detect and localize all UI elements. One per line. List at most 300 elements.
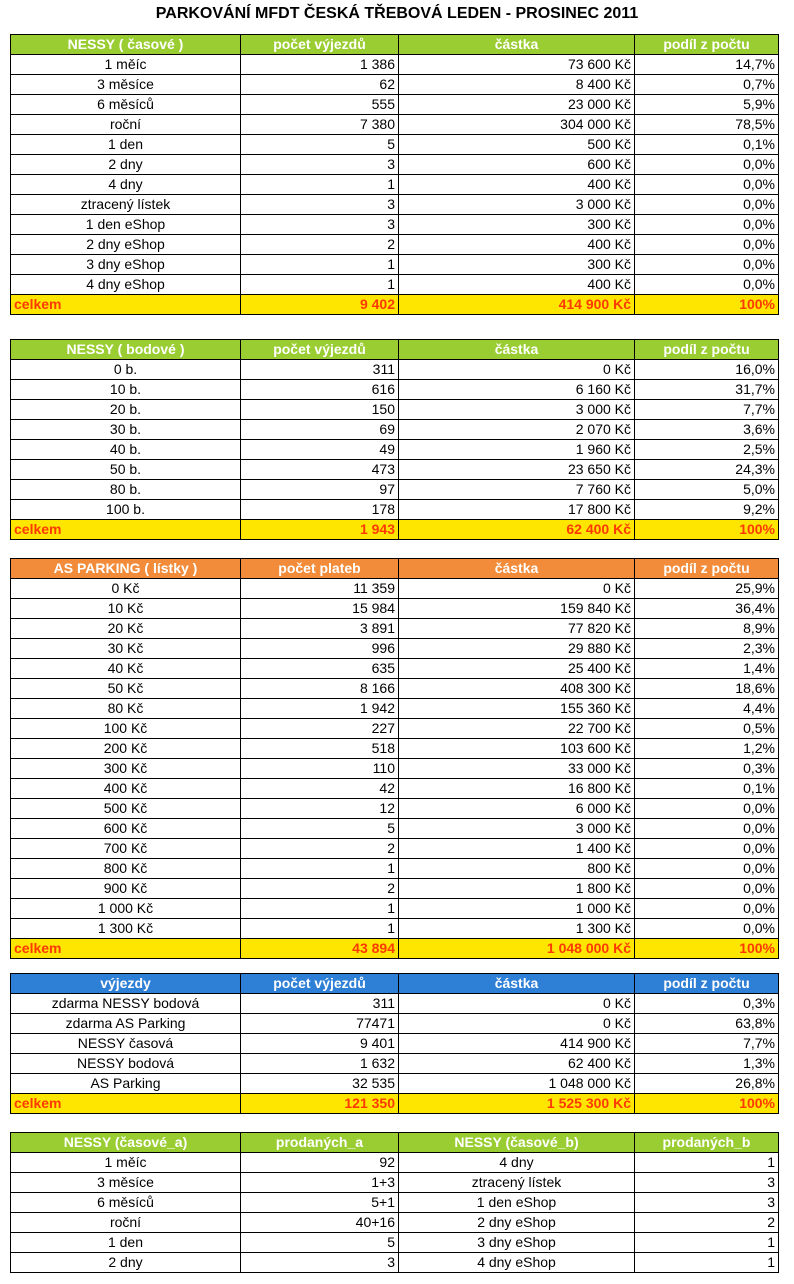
table-cell: 0,3% bbox=[635, 759, 779, 779]
table-cell: 400 Kč bbox=[11, 779, 241, 799]
table-cell: 1,3% bbox=[635, 1054, 779, 1074]
table-cell: 600 Kč bbox=[11, 819, 241, 839]
table-cell: 0,0% bbox=[635, 255, 779, 275]
table-cell: 0 b. bbox=[11, 360, 241, 380]
table-cell: 4 dny eShop bbox=[11, 275, 241, 295]
page-title: PARKOVÁNÍ MFDT ČESKÁ TŘEBOVÁ LEDEN - PROSINEC 2011 bbox=[155, 5, 639, 22]
table-cell: 1 000 Kč bbox=[11, 899, 241, 919]
table-cell: 1 bbox=[635, 1153, 779, 1173]
total-label: celkem bbox=[11, 295, 241, 315]
table-row bbox=[11, 799, 779, 819]
table-cell: roční bbox=[11, 115, 241, 135]
table-cell: 62 bbox=[241, 75, 399, 95]
table-row bbox=[11, 175, 779, 195]
table-cell: 3 000 Kč bbox=[399, 819, 635, 839]
table-row bbox=[11, 500, 779, 520]
table-row bbox=[11, 460, 779, 480]
table-cell: 6 160 Kč bbox=[399, 380, 635, 400]
table-cell: 80 b. bbox=[11, 480, 241, 500]
table-cell: 616 bbox=[241, 380, 399, 400]
table-cell: 1 bbox=[241, 275, 399, 295]
table-row bbox=[11, 95, 779, 115]
column-header: podíl z počtu bbox=[635, 35, 779, 55]
table-cell: 0,0% bbox=[635, 879, 779, 899]
table-cell: 0,0% bbox=[635, 839, 779, 859]
table-row bbox=[11, 819, 779, 839]
table-cell: 1 bbox=[241, 859, 399, 879]
table-cell: 400 Kč bbox=[399, 275, 635, 295]
table-cell: 62 400 Kč bbox=[399, 1054, 635, 1074]
table-cell: 400 Kč bbox=[399, 235, 635, 255]
table-cell: 73 600 Kč bbox=[399, 55, 635, 75]
total-value: 9 402 bbox=[241, 295, 399, 315]
table-cell: 6 měsíců bbox=[11, 95, 241, 115]
table-cell: 300 Kč bbox=[399, 215, 635, 235]
table-cell: 40 b. bbox=[11, 440, 241, 460]
table-cell: 1,2% bbox=[635, 739, 779, 759]
table-cell: 200 Kč bbox=[11, 739, 241, 759]
table-cell: 0,5% bbox=[635, 719, 779, 739]
column-header: podíl z počtu bbox=[635, 340, 779, 360]
table-cell: 92 bbox=[241, 1153, 399, 1173]
table-cell: 2 bbox=[241, 235, 399, 255]
table-cell: 40+16 bbox=[241, 1213, 399, 1233]
total-value: 100% bbox=[635, 520, 779, 540]
table-cell: 304 000 Kč bbox=[399, 115, 635, 135]
table-cell: 1 bbox=[241, 919, 399, 939]
table-row bbox=[11, 739, 779, 759]
table-cell: 0,0% bbox=[635, 215, 779, 235]
table-cell: 1 000 Kč bbox=[399, 899, 635, 919]
table-cell: 16 800 Kč bbox=[399, 779, 635, 799]
table-cell: 311 bbox=[241, 994, 399, 1014]
column-header: podíl z počtu bbox=[635, 559, 779, 579]
column-header: prodaných_b bbox=[635, 1133, 779, 1153]
table-cell: 110 bbox=[241, 759, 399, 779]
table-cell: 0,0% bbox=[635, 819, 779, 839]
table-cell: 400 Kč bbox=[399, 175, 635, 195]
table-cell: 0 Kč bbox=[399, 360, 635, 380]
table-cell: 25 400 Kč bbox=[399, 659, 635, 679]
table-cell: 1,4% bbox=[635, 659, 779, 679]
table-cell: 5 bbox=[241, 135, 399, 155]
table-cell: 300 Kč bbox=[399, 255, 635, 275]
table-cell: 100 Kč bbox=[11, 719, 241, 739]
table-cell: 155 360 Kč bbox=[399, 699, 635, 719]
table-cell: 50 Kč bbox=[11, 679, 241, 699]
table-cell: 150 bbox=[241, 400, 399, 420]
table-cell: 22 700 Kč bbox=[399, 719, 635, 739]
table-cell: 1 měíc bbox=[11, 1153, 241, 1173]
table-cell: 7 380 bbox=[241, 115, 399, 135]
table-row bbox=[11, 1173, 779, 1193]
table-row bbox=[11, 1074, 779, 1094]
column-header: NESSY ( bodové ) bbox=[11, 340, 241, 360]
table-cell: 1 048 000 Kč bbox=[399, 1074, 635, 1094]
table-cell: 3 bbox=[635, 1193, 779, 1213]
table-cell: 8,9% bbox=[635, 619, 779, 639]
table-cell: 2 dny bbox=[11, 1253, 241, 1273]
table-cell: 1 800 Kč bbox=[399, 879, 635, 899]
table-nessy-casove bbox=[10, 34, 779, 315]
table-cell: 3 dny eShop bbox=[399, 1233, 635, 1253]
table-cell: 2 dny eShop bbox=[11, 235, 241, 255]
table-cell: 1 300 Kč bbox=[399, 919, 635, 939]
table-row bbox=[11, 440, 779, 460]
table-row bbox=[11, 1153, 779, 1173]
table-cell: 0,0% bbox=[635, 275, 779, 295]
table-cell: 0,0% bbox=[635, 799, 779, 819]
table-cell: zdarma AS Parking bbox=[11, 1014, 241, 1034]
table-cell: 900 Kč bbox=[11, 879, 241, 899]
column-header: NESSY (časové_a) bbox=[11, 1133, 241, 1153]
table-cell: roční bbox=[11, 1213, 241, 1233]
table-cell: 9,2% bbox=[635, 500, 779, 520]
total-value: 100% bbox=[635, 295, 779, 315]
table-cell: 3 měsíce bbox=[11, 75, 241, 95]
table-cell: AS Parking bbox=[11, 1074, 241, 1094]
table-cell: 414 900 Kč bbox=[399, 1034, 635, 1054]
table-row bbox=[11, 619, 779, 639]
table-cell: 996 bbox=[241, 639, 399, 659]
table-row bbox=[11, 759, 779, 779]
table-cell: 77471 bbox=[241, 1014, 399, 1034]
table-cell: 159 840 Kč bbox=[399, 599, 635, 619]
table-row bbox=[11, 859, 779, 879]
table-row bbox=[11, 380, 779, 400]
table-cell: 30 b. bbox=[11, 420, 241, 440]
table-cell: 2 dny eShop bbox=[399, 1213, 635, 1233]
table-cell: 800 Kč bbox=[399, 859, 635, 879]
table-row bbox=[11, 115, 779, 135]
table-row bbox=[11, 75, 779, 95]
table-cell: 63,8% bbox=[635, 1014, 779, 1034]
table-cell: 30 Kč bbox=[11, 639, 241, 659]
table-cell: 9 401 bbox=[241, 1034, 399, 1054]
column-header: částka bbox=[399, 974, 635, 994]
table-header-row bbox=[11, 340, 779, 360]
table-cell: 408 300 Kč bbox=[399, 679, 635, 699]
table-cell: 3 bbox=[241, 195, 399, 215]
table-cell: 0,7% bbox=[635, 75, 779, 95]
column-header: NESSY ( časové ) bbox=[11, 35, 241, 55]
table-cell: 6 měsíců bbox=[11, 1193, 241, 1213]
table-cell: 0,0% bbox=[635, 195, 779, 215]
table-cell: 17 800 Kč bbox=[399, 500, 635, 520]
table-cell: 518 bbox=[241, 739, 399, 759]
table-row bbox=[11, 1014, 779, 1034]
table-cell: 2 bbox=[241, 839, 399, 859]
total-label: celkem bbox=[11, 1094, 241, 1114]
column-header: počet výjezdů bbox=[241, 35, 399, 55]
table-row bbox=[11, 839, 779, 859]
table-cell: 4 dny bbox=[399, 1153, 635, 1173]
table-row bbox=[11, 719, 779, 739]
column-header: prodaných_a bbox=[241, 1133, 399, 1153]
total-value: 1 525 300 Kč bbox=[399, 1094, 635, 1114]
table-row bbox=[11, 275, 779, 295]
table-row bbox=[11, 994, 779, 1014]
table-row bbox=[11, 1253, 779, 1273]
table-cell: 49 bbox=[241, 440, 399, 460]
column-header: výjezdy bbox=[11, 974, 241, 994]
table-row bbox=[11, 195, 779, 215]
table-cell: 178 bbox=[241, 500, 399, 520]
table-cell: 1 bbox=[241, 255, 399, 275]
table-cell: 0,0% bbox=[635, 859, 779, 879]
table-cell: 10 Kč bbox=[11, 599, 241, 619]
table-cell: 0 Kč bbox=[11, 579, 241, 599]
table-cell: 2 bbox=[241, 879, 399, 899]
table-cell: 0,1% bbox=[635, 135, 779, 155]
table-row bbox=[11, 919, 779, 939]
table-cell: 50 b. bbox=[11, 460, 241, 480]
column-header: počet výjezdů bbox=[241, 974, 399, 994]
table-as-parking bbox=[10, 558, 779, 959]
table-cell: 7 760 Kč bbox=[399, 480, 635, 500]
table-row bbox=[11, 235, 779, 255]
table-row bbox=[11, 255, 779, 275]
table-cell: 4 dny eShop bbox=[399, 1253, 635, 1273]
table-row bbox=[11, 155, 779, 175]
table-cell: 1 960 Kč bbox=[399, 440, 635, 460]
table-cell: 20 b. bbox=[11, 400, 241, 420]
table-cell: 311 bbox=[241, 360, 399, 380]
table-nessy-prodane bbox=[10, 1132, 779, 1273]
table-cell: 1 bbox=[241, 899, 399, 919]
table-cell: 77 820 Kč bbox=[399, 619, 635, 639]
table-cell: 2 bbox=[635, 1213, 779, 1233]
table-cell: 5+1 bbox=[241, 1193, 399, 1213]
table-cell: 32 535 bbox=[241, 1074, 399, 1094]
table-cell: 1 632 bbox=[241, 1054, 399, 1074]
table-cell: 3,6% bbox=[635, 420, 779, 440]
table-cell: 0 Kč bbox=[399, 1014, 635, 1034]
table-cell: 42 bbox=[241, 779, 399, 799]
table-cell: 16,0% bbox=[635, 360, 779, 380]
table-cell: 3 bbox=[241, 155, 399, 175]
table-row bbox=[11, 639, 779, 659]
table-row bbox=[11, 579, 779, 599]
total-value: 43 894 bbox=[241, 939, 399, 959]
table-vyjezdy bbox=[10, 973, 779, 1114]
table-cell: 227 bbox=[241, 719, 399, 739]
table-body bbox=[11, 35, 779, 315]
table-cell: 1 den eShop bbox=[399, 1193, 635, 1213]
table-cell: 69 bbox=[241, 420, 399, 440]
table-cell: 635 bbox=[241, 659, 399, 679]
table-cell: 33 000 Kč bbox=[399, 759, 635, 779]
table-body bbox=[11, 974, 779, 1114]
table-row bbox=[11, 215, 779, 235]
table-row bbox=[11, 420, 779, 440]
table-row bbox=[11, 899, 779, 919]
table-row bbox=[11, 1054, 779, 1074]
table-cell: 8 166 bbox=[241, 679, 399, 699]
table-row bbox=[11, 360, 779, 380]
total-row bbox=[11, 1094, 779, 1114]
table-cell: 80 Kč bbox=[11, 699, 241, 719]
total-value: 414 900 Kč bbox=[399, 295, 635, 315]
table-row bbox=[11, 1193, 779, 1213]
table-body bbox=[11, 559, 779, 959]
table-cell: NESSY bodová bbox=[11, 1054, 241, 1074]
total-value: 100% bbox=[635, 1094, 779, 1114]
table-cell: 1 den eShop bbox=[11, 215, 241, 235]
total-label: celkem bbox=[11, 520, 241, 540]
table-cell: 40 Kč bbox=[11, 659, 241, 679]
table-cell: 300 Kč bbox=[11, 759, 241, 779]
column-header: AS PARKING ( lístky ) bbox=[11, 559, 241, 579]
table-cell: 100 b. bbox=[11, 500, 241, 520]
table-cell: 800 Kč bbox=[11, 859, 241, 879]
total-value: 62 400 Kč bbox=[399, 520, 635, 540]
table-row bbox=[11, 679, 779, 699]
column-header: částka bbox=[399, 35, 635, 55]
table-cell: 555 bbox=[241, 95, 399, 115]
column-header: částka bbox=[399, 340, 635, 360]
table-cell: 23 650 Kč bbox=[399, 460, 635, 480]
table-row bbox=[11, 659, 779, 679]
table-body bbox=[11, 1133, 779, 1273]
table-cell: 25,9% bbox=[635, 579, 779, 599]
total-value: 100% bbox=[635, 939, 779, 959]
table-header-row bbox=[11, 35, 779, 55]
table-cell: 3 000 Kč bbox=[399, 400, 635, 420]
table-cell: 1 400 Kč bbox=[399, 839, 635, 859]
table-cell: 5,9% bbox=[635, 95, 779, 115]
table-cell: 15 984 bbox=[241, 599, 399, 619]
column-header: NESSY (časové_b) bbox=[399, 1133, 635, 1153]
table-cell: 5,0% bbox=[635, 480, 779, 500]
total-row bbox=[11, 520, 779, 540]
table-cell: 14,7% bbox=[635, 55, 779, 75]
table-cell: 11 359 bbox=[241, 579, 399, 599]
table-cell: 3 bbox=[241, 215, 399, 235]
table-cell: ztracený lístek bbox=[11, 195, 241, 215]
table-row bbox=[11, 480, 779, 500]
table-cell: 26,8% bbox=[635, 1074, 779, 1094]
table-cell: 2,3% bbox=[635, 639, 779, 659]
column-header: částka bbox=[399, 559, 635, 579]
table-cell: 3 bbox=[635, 1173, 779, 1193]
table-cell: 5 bbox=[241, 819, 399, 839]
total-row bbox=[11, 295, 779, 315]
table-body bbox=[11, 340, 779, 540]
table-cell: 4 dny bbox=[11, 175, 241, 195]
table-cell: 78,5% bbox=[635, 115, 779, 135]
table-cell: 12 bbox=[241, 799, 399, 819]
table-header-row bbox=[11, 1133, 779, 1153]
table-cell: 0,3% bbox=[635, 994, 779, 1014]
table-cell: 7,7% bbox=[635, 1034, 779, 1054]
table-row bbox=[11, 400, 779, 420]
total-value: 121 350 bbox=[241, 1094, 399, 1114]
table-cell: 5 bbox=[241, 1233, 399, 1253]
table-cell: 29 880 Kč bbox=[399, 639, 635, 659]
table-cell: 500 Kč bbox=[399, 135, 635, 155]
table-row bbox=[11, 1213, 779, 1233]
table-cell: 1 den bbox=[11, 1233, 241, 1253]
table-cell: zdarma NESSY bodová bbox=[11, 994, 241, 1014]
table-cell: 1 386 bbox=[241, 55, 399, 75]
table-cell: 18,6% bbox=[635, 679, 779, 699]
total-value: 1 943 bbox=[241, 520, 399, 540]
table-row bbox=[11, 1233, 779, 1253]
table-cell: 1 bbox=[241, 175, 399, 195]
table-cell: 0 Kč bbox=[399, 994, 635, 1014]
column-header: počet výjezdů bbox=[241, 340, 399, 360]
table-row bbox=[11, 1034, 779, 1054]
table-cell: 31,7% bbox=[635, 380, 779, 400]
table-cell: 700 Kč bbox=[11, 839, 241, 859]
table-cell: ztracený lístek bbox=[399, 1173, 635, 1193]
table-cell: 8 400 Kč bbox=[399, 75, 635, 95]
table-cell: 4,4% bbox=[635, 699, 779, 719]
table-row bbox=[11, 779, 779, 799]
table-cell: 103 600 Kč bbox=[399, 739, 635, 759]
table-cell: 0,1% bbox=[635, 779, 779, 799]
table-cell: 0,0% bbox=[635, 235, 779, 255]
table-cell: 1+3 bbox=[241, 1173, 399, 1193]
total-label: celkem bbox=[11, 939, 241, 959]
table-cell: 0,0% bbox=[635, 919, 779, 939]
table-cell: 2 070 Kč bbox=[399, 420, 635, 440]
table-cell: 10 b. bbox=[11, 380, 241, 400]
table-cell: 23 000 Kč bbox=[399, 95, 635, 115]
table-cell: NESSY časová bbox=[11, 1034, 241, 1054]
table-cell: 0,0% bbox=[635, 899, 779, 919]
table-cell: 36,4% bbox=[635, 599, 779, 619]
table-cell: 3 měsíce bbox=[11, 1173, 241, 1193]
table-cell: 0,0% bbox=[635, 155, 779, 175]
table-cell: 1 300 Kč bbox=[11, 919, 241, 939]
table-cell: 3 891 bbox=[241, 619, 399, 639]
table-cell: 1 bbox=[635, 1233, 779, 1253]
table-cell: 97 bbox=[241, 480, 399, 500]
table-cell: 1 942 bbox=[241, 699, 399, 719]
table-row bbox=[11, 599, 779, 619]
table-row bbox=[11, 135, 779, 155]
table-header-row bbox=[11, 559, 779, 579]
table-cell: 600 Kč bbox=[399, 155, 635, 175]
table-cell: 500 Kč bbox=[11, 799, 241, 819]
table-cell: 0,0% bbox=[635, 175, 779, 195]
table-cell: 2 dny bbox=[11, 155, 241, 175]
table-cell: 7,7% bbox=[635, 400, 779, 420]
column-header: počet plateb bbox=[241, 559, 399, 579]
table-cell: 3 bbox=[241, 1253, 399, 1273]
table-cell: 20 Kč bbox=[11, 619, 241, 639]
table-cell: 0 Kč bbox=[399, 579, 635, 599]
total-row bbox=[11, 939, 779, 959]
table-cell: 2,5% bbox=[635, 440, 779, 460]
table-cell: 1 den bbox=[11, 135, 241, 155]
column-header: podíl z počtu bbox=[635, 974, 779, 994]
table-header-row bbox=[11, 974, 779, 994]
table-cell: 1 měíc bbox=[11, 55, 241, 75]
table-cell: 1 bbox=[635, 1253, 779, 1273]
table-row bbox=[11, 879, 779, 899]
table-nessy-bodove bbox=[10, 339, 779, 540]
table-cell: 6 000 Kč bbox=[399, 799, 635, 819]
total-value: 1 048 000 Kč bbox=[399, 939, 635, 959]
table-cell: 3 dny eShop bbox=[11, 255, 241, 275]
table-row bbox=[11, 55, 779, 75]
table-cell: 24,3% bbox=[635, 460, 779, 480]
table-cell: 473 bbox=[241, 460, 399, 480]
table-cell: 3 000 Kč bbox=[399, 195, 635, 215]
